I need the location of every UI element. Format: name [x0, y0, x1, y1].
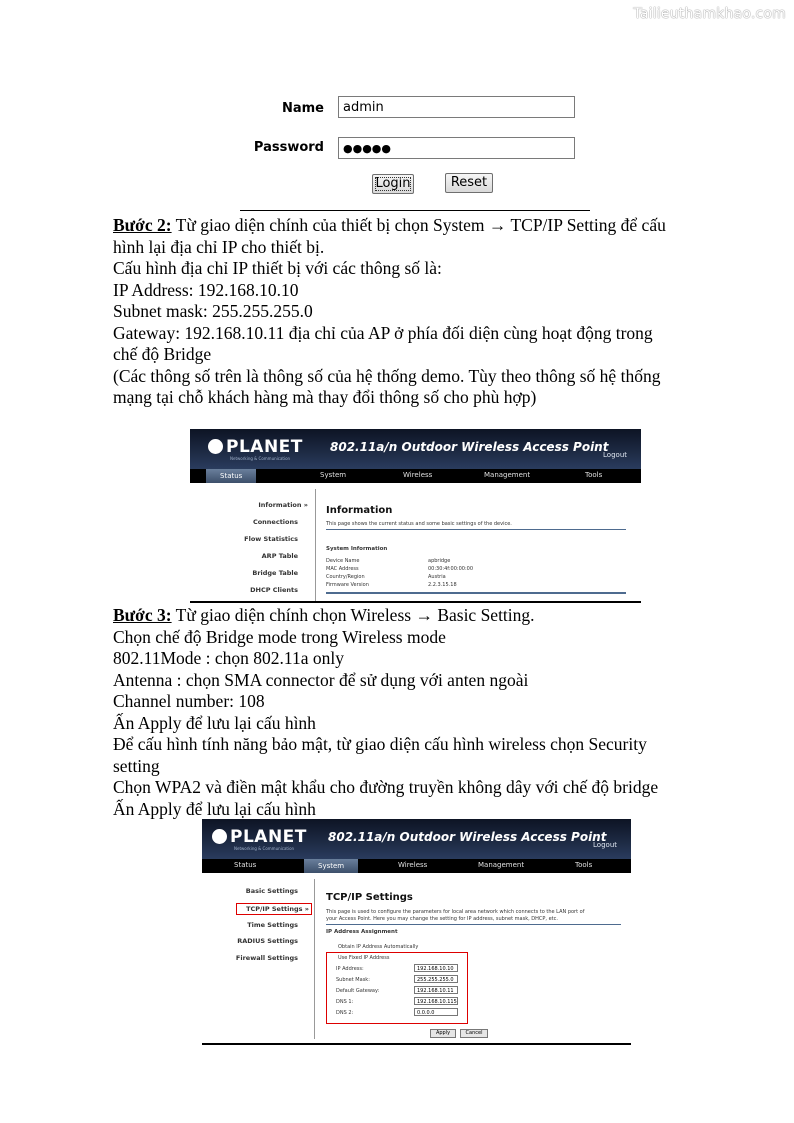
cancel-button[interactable]: Cancel	[460, 1029, 488, 1038]
ip-address-input[interactable]: 192.168.10.10	[414, 964, 458, 972]
page-description: This page shows the current status and some basic settings of the device.	[326, 521, 512, 527]
planet-logo-icon	[212, 829, 227, 844]
field-label: DNS 1:	[336, 999, 354, 1005]
menu-item-information[interactable]: Information »	[258, 501, 308, 509]
menu-item-dhcp-clients[interactable]: DHCP Clients	[250, 586, 298, 594]
section-title: IP Address Assignment	[326, 929, 398, 935]
tcpip-screenshot	[202, 819, 631, 1045]
page-title: TCP/IP Settings	[326, 892, 413, 903]
info-value: 2.2.3.15.18	[428, 582, 457, 588]
step3-heading: Bước 3:	[113, 605, 172, 625]
title-underline	[326, 924, 621, 925]
dns1-input[interactable]: 192.168.10.115	[414, 997, 458, 1005]
menu-item-basic-settings[interactable]: Basic Settings	[245, 887, 298, 895]
bottom-border	[202, 1043, 631, 1045]
nav-bar	[190, 469, 641, 483]
status-screenshot	[190, 429, 641, 603]
field-label: DNS 2:	[336, 1010, 354, 1016]
planet-logo	[208, 437, 303, 457]
menu-separator	[315, 489, 316, 601]
step3-text	[113, 605, 658, 820]
logout-link[interactable]: Logout	[603, 451, 627, 459]
step3-line: setting	[113, 755, 160, 776]
brand-name: PLANET	[230, 827, 307, 847]
step2-line: chế độ Bridge	[113, 344, 212, 364]
login-form	[240, 92, 590, 212]
step2-line: Subnet mask: 255.255.255.0	[113, 301, 313, 321]
step3-line: 802.11Mode : chọn 802.11a only	[113, 648, 345, 668]
name-input[interactable]: admin	[338, 96, 575, 118]
menu-item-arp-table[interactable]: ARP Table	[261, 552, 298, 560]
dns2-input[interactable]: 0.0.0.0	[414, 1008, 458, 1016]
brand-tagline: Networking & Communication	[230, 456, 291, 461]
step3-line: Antenna : chọn SMA connector để sử dụng với anten ngoài	[113, 669, 529, 690]
step2-line: (Các thông số trên là thông số của hệ thống demo. Tùy theo thông số hệ thống	[113, 365, 661, 386]
info-label: MAC Address	[326, 566, 359, 572]
menu-item-flow-statistics[interactable]: Flow Statistics	[244, 535, 298, 543]
info-label: Firmware Version	[326, 582, 369, 588]
tab-tools[interactable]: Tools	[585, 471, 603, 479]
info-label: Country/Region	[326, 574, 365, 580]
menu-item-radius-settings[interactable]: RADIUS Settings	[237, 937, 298, 945]
tab-system[interactable]: System	[304, 859, 358, 873]
step3-line: Từ giao diện chính chọn Wireless → Basic Setting.	[171, 605, 535, 625]
brand-name: PLANET	[226, 437, 303, 457]
page-description: your Access Point. Here you may change the setting for IP address, subnet mask, DHCP, etc.	[326, 916, 558, 922]
tab-wireless[interactable]: Wireless	[398, 861, 428, 869]
info-label: Device Name	[326, 558, 360, 564]
password-label: Password	[253, 140, 324, 155]
step3-line: Chọn WPA2 và điền mật khẩu cho đường truyền không dây với chế độ bridge	[113, 777, 659, 797]
page-description: This page is used to configure the parameters for local area network which connects to the LAN port of	[326, 909, 585, 915]
step2-line: mạng tại chỗ khách hàng mà thay đổi thông số cho phù hợp)	[113, 387, 537, 407]
subnet-mask-input[interactable]: 255.255.255.0	[414, 975, 458, 983]
step2-line: Cấu hình địa chỉ IP thiết bị với các thông số là:	[113, 258, 442, 278]
watermark: Tailieuthamkhao.com	[633, 6, 786, 22]
info-value: 00:30:4f:00:00:00	[428, 566, 473, 572]
name-label: Name	[281, 101, 324, 116]
bottom-border	[190, 601, 641, 603]
step2-heading: Bước 2:	[113, 215, 172, 235]
radio-dhcp[interactable]: Obtain IP Address Automatically	[338, 944, 419, 950]
reset-button[interactable]: Reset	[445, 173, 493, 193]
field-label: Subnet Mask:	[336, 977, 370, 983]
tab-wireless[interactable]: Wireless	[403, 471, 433, 479]
section-title: System Information	[326, 546, 388, 552]
title-underline	[326, 529, 626, 530]
info-value: Austria	[428, 574, 446, 580]
page-title: Information	[326, 505, 393, 516]
info-bottom-bar	[326, 592, 626, 594]
step2-line: Gateway: 192.168.10.11 địa chỉ của AP ở phía đối diện cùng hoạt động trong	[113, 322, 653, 343]
step2-line: Từ giao diện chính của thiết bị chọn System → TCP/IP Setting để cấu	[171, 215, 666, 235]
brand-tagline: Networking & Communication	[234, 846, 295, 851]
planet-logo	[212, 827, 307, 847]
login-button[interactable]: Login	[372, 174, 414, 194]
tab-tools[interactable]: Tools	[575, 861, 593, 869]
tab-status[interactable]: Status	[206, 469, 256, 483]
password-input[interactable]: ●●●●●	[338, 137, 575, 159]
step3-line: Chọn chế độ Bridge mode trong Wireless mode	[113, 626, 446, 647]
menu-item-time-settings[interactable]: Time Settings	[247, 921, 298, 929]
logout-link[interactable]: Logout	[593, 841, 617, 849]
step3-line: Channel number: 108	[113, 691, 265, 711]
info-value: apbridge	[428, 558, 451, 564]
tab-management[interactable]: Management	[478, 861, 525, 869]
menu-item-tcpip-settings[interactable]: TCP/IP Settings »	[236, 903, 312, 915]
step2-text	[113, 215, 666, 409]
menu-item-bridge-table[interactable]: Bridge Table	[252, 569, 298, 577]
tab-system[interactable]: System	[320, 471, 347, 479]
step3-line: Ấn Apply để lưu lại cấu hình	[113, 798, 316, 819]
step3-line: Để cấu hình tính năng bảo mật, từ giao diện cấu hình wireless chọn Security	[113, 734, 647, 754]
tab-status[interactable]: Status	[234, 861, 257, 869]
apply-button[interactable]: Apply	[430, 1029, 456, 1038]
radio-fixed-ip[interactable]: Use Fixed IP Address	[338, 955, 390, 961]
planet-logo-icon	[208, 439, 223, 454]
nav-bar	[202, 859, 631, 873]
step3-line: Ấn Apply để lưu lại cấu hình	[113, 712, 316, 733]
step2-line: hình lại địa chỉ IP cho thiết bị.	[113, 236, 325, 257]
menu-separator	[314, 879, 315, 1039]
product-title: 802.11a/n Outdoor Wireless Access Point	[330, 440, 609, 454]
tab-management[interactable]: Management	[484, 471, 531, 479]
gateway-input[interactable]: 192.168.10.11	[414, 986, 458, 994]
step2-line: IP Address: 192.168.10.10	[113, 279, 299, 300]
divider	[240, 210, 590, 211]
menu-item-firewall-settings[interactable]: Firewall Settings	[235, 954, 298, 962]
field-label: IP Address:	[336, 966, 364, 972]
menu-item-connections[interactable]: Connections	[252, 518, 298, 526]
field-label: Default Gateway:	[336, 988, 380, 994]
product-title: 802.11a/n Outdoor Wireless Access Point	[328, 830, 607, 844]
